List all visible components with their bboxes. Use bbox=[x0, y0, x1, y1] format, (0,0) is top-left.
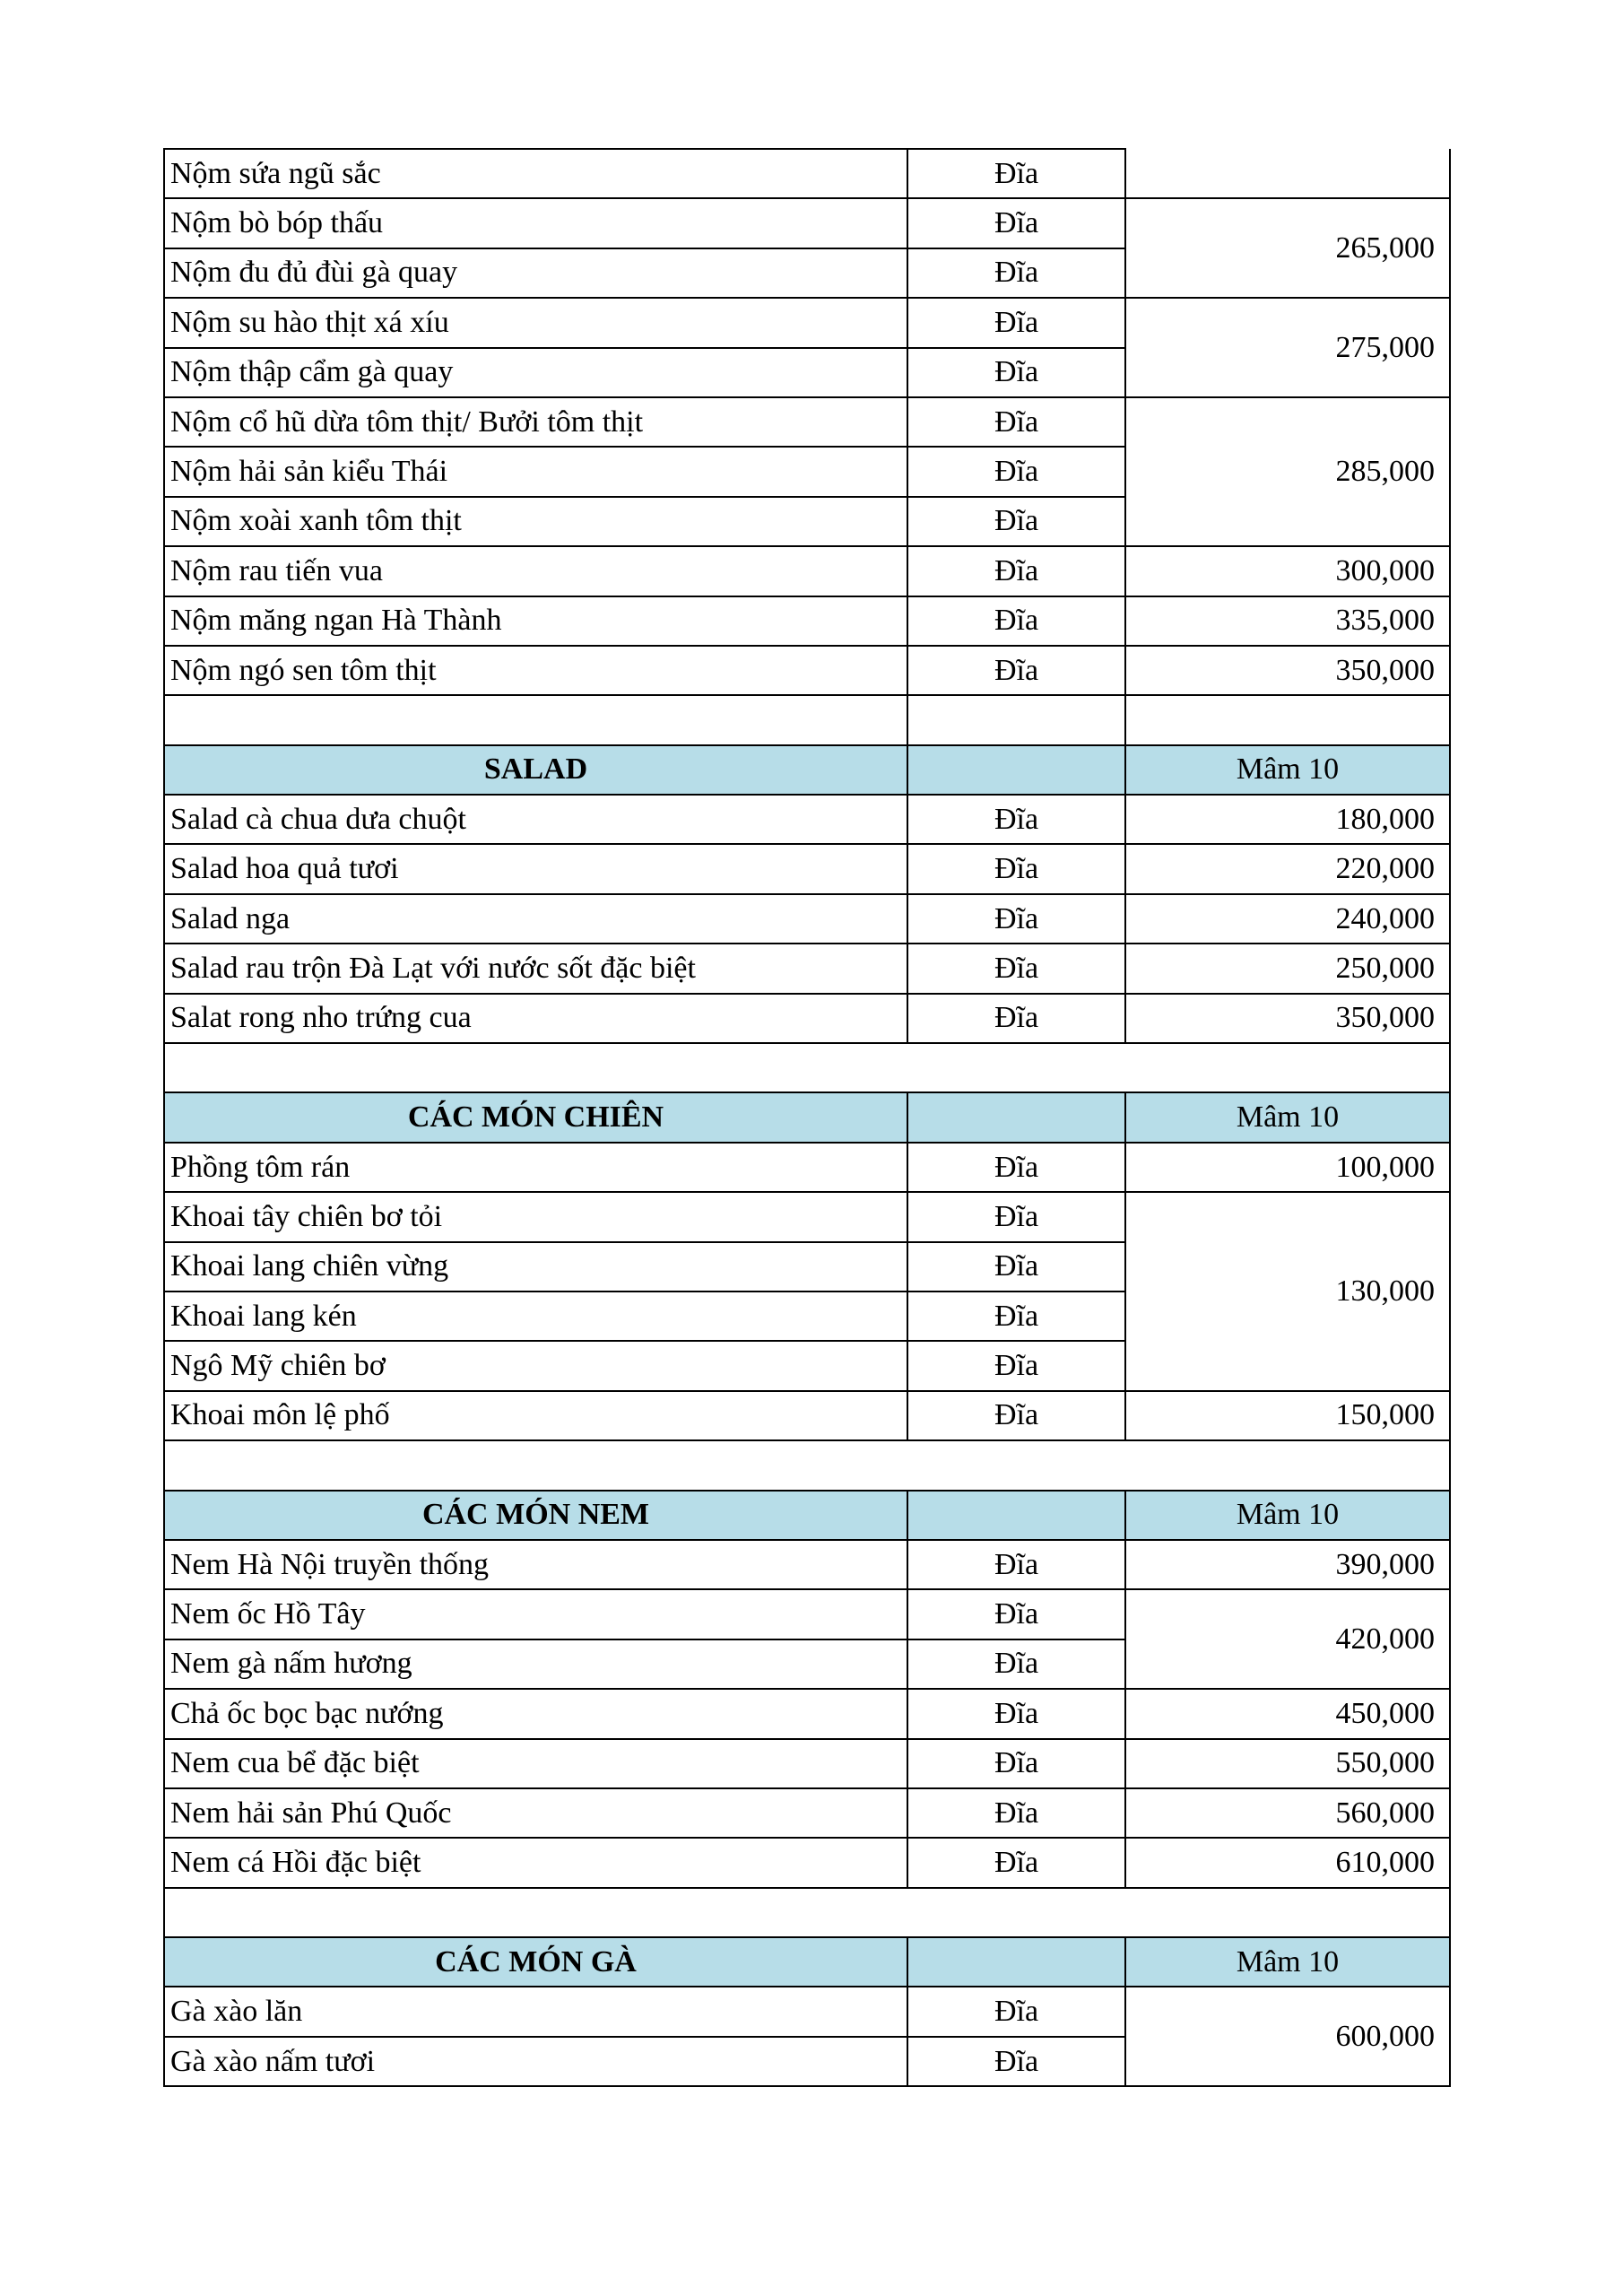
section-title: CÁC MÓN NEM bbox=[164, 1491, 907, 1540]
item-price: 450,000 bbox=[1125, 1689, 1450, 1738]
item-unit: Đĩa bbox=[907, 844, 1125, 893]
section-column-label: Mâm 10 bbox=[1125, 745, 1450, 795]
section-header-ga bbox=[164, 1937, 1450, 1987]
blank-cell bbox=[164, 695, 907, 744]
item-unit: Đĩa bbox=[907, 1689, 1125, 1738]
item-price: 550,000 bbox=[1125, 1739, 1450, 1788]
item-name: Khoai lang chiên vừng bbox=[164, 1242, 907, 1292]
item-name: Chả ốc bọc bạc nướng bbox=[164, 1689, 907, 1738]
item-name: Nem cua bể đặc biệt bbox=[164, 1739, 907, 1788]
item-unit: Đĩa bbox=[907, 1788, 1125, 1838]
blank-cell bbox=[1125, 695, 1450, 744]
header-blank-cell bbox=[907, 1937, 1125, 1987]
table-row bbox=[164, 994, 1450, 1043]
item-name: Salat rong nho trứng cua bbox=[164, 994, 907, 1043]
table-row bbox=[164, 1589, 1450, 1639]
table-row bbox=[164, 844, 1450, 893]
item-price: 560,000 bbox=[1125, 1788, 1450, 1838]
table-row bbox=[164, 1739, 1450, 1788]
section-column-label: Mâm 10 bbox=[1125, 1937, 1450, 1987]
item-name: Khoai lang kén bbox=[164, 1292, 907, 1341]
item-unit: Đĩa bbox=[907, 198, 1125, 248]
item-unit: Đĩa bbox=[907, 1341, 1125, 1390]
table-row bbox=[164, 795, 1450, 844]
section-column-label: Mâm 10 bbox=[1125, 1092, 1450, 1142]
item-unit: Đĩa bbox=[907, 447, 1125, 496]
item-name: Nộm bò bóp thấu bbox=[164, 198, 907, 248]
table-row bbox=[164, 596, 1450, 646]
table-row bbox=[164, 646, 1450, 695]
section-header-chien bbox=[164, 1092, 1450, 1142]
item-price: 420,000 bbox=[1125, 1589, 1450, 1689]
item-name: Ngô Mỹ chiên bơ bbox=[164, 1341, 907, 1390]
table-row bbox=[164, 198, 1450, 248]
item-unit: Đĩa bbox=[907, 546, 1125, 596]
item-unit: Đĩa bbox=[907, 2037, 1125, 2086]
blank-row bbox=[164, 1440, 1450, 1490]
table-row bbox=[164, 1192, 1450, 1241]
item-price: 350,000 bbox=[1125, 646, 1450, 695]
blank-cell bbox=[164, 1888, 1450, 1937]
item-unit: Đĩa bbox=[907, 1242, 1125, 1292]
item-price: 610,000 bbox=[1125, 1838, 1450, 1887]
table-row bbox=[164, 1540, 1450, 1589]
blank-row bbox=[164, 695, 1450, 744]
table-row bbox=[164, 546, 1450, 596]
item-unit: Đĩa bbox=[907, 497, 1125, 546]
table-row bbox=[164, 1788, 1450, 1838]
item-unit: Đĩa bbox=[907, 1739, 1125, 1788]
blank-row bbox=[164, 1888, 1450, 1937]
item-unit: Đĩa bbox=[907, 248, 1125, 298]
item-price: 220,000 bbox=[1125, 844, 1450, 893]
item-unit: Đĩa bbox=[907, 397, 1125, 447]
item-unit: Đĩa bbox=[907, 1292, 1125, 1341]
item-unit: Đĩa bbox=[907, 1540, 1125, 1589]
item-unit: Đĩa bbox=[907, 1987, 1125, 2036]
item-name: Salad hoa quả tươi bbox=[164, 844, 907, 893]
item-price: 265,000 bbox=[1125, 198, 1450, 298]
header-blank-cell bbox=[907, 1092, 1125, 1142]
table-row bbox=[164, 944, 1450, 993]
header-blank-cell bbox=[907, 1491, 1125, 1540]
section-title: CÁC MÓN CHIÊN bbox=[164, 1092, 907, 1142]
blank-cell bbox=[164, 1440, 1450, 1490]
section-header-salad bbox=[164, 745, 1450, 795]
blank-row bbox=[164, 1043, 1450, 1092]
item-name: Nộm đu đủ đùi gà quay bbox=[164, 248, 907, 298]
item-unit: Đĩa bbox=[907, 149, 1125, 198]
item-unit: Đĩa bbox=[907, 646, 1125, 695]
table-row bbox=[164, 298, 1450, 347]
item-unit: Đĩa bbox=[907, 596, 1125, 646]
item-name: Nộm su hào thịt xá xíu bbox=[164, 298, 907, 347]
table-row bbox=[164, 397, 1450, 447]
item-name: Gà xào lăn bbox=[164, 1987, 907, 2036]
item-name: Nem cá Hồi đặc biệt bbox=[164, 1838, 907, 1887]
item-unit: Đĩa bbox=[907, 1838, 1125, 1887]
item-price: 300,000 bbox=[1125, 546, 1450, 596]
table-row bbox=[164, 1689, 1450, 1738]
item-price: 100,000 bbox=[1125, 1143, 1450, 1192]
item-unit: Đĩa bbox=[907, 894, 1125, 944]
item-unit: Đĩa bbox=[907, 1192, 1125, 1241]
item-price: 335,000 bbox=[1125, 596, 1450, 646]
item-unit: Đĩa bbox=[907, 1143, 1125, 1192]
item-unit: Đĩa bbox=[907, 298, 1125, 347]
item-unit: Đĩa bbox=[907, 1639, 1125, 1689]
item-name: Khoai tây chiên bơ tỏi bbox=[164, 1192, 907, 1241]
item-price: 350,000 bbox=[1125, 994, 1450, 1043]
header-blank-cell bbox=[907, 745, 1125, 795]
item-unit: Đĩa bbox=[907, 944, 1125, 993]
item-name: Nộm ngó sen tôm thịt bbox=[164, 646, 907, 695]
item-name: Nộm măng ngan Hà Thành bbox=[164, 596, 907, 646]
item-unit: Đĩa bbox=[907, 348, 1125, 397]
item-unit: Đĩa bbox=[907, 1391, 1125, 1440]
item-price: 600,000 bbox=[1125, 1987, 1450, 2086]
blank-cell bbox=[907, 695, 1125, 744]
section-header-nem bbox=[164, 1491, 1450, 1540]
item-unit: Đĩa bbox=[907, 795, 1125, 844]
item-name: Salad cà chua dưa chuột bbox=[164, 795, 907, 844]
item-price: 390,000 bbox=[1125, 1540, 1450, 1589]
item-name: Nộm rau tiến vua bbox=[164, 546, 907, 596]
table-row bbox=[164, 149, 1450, 198]
section-column-label: Mâm 10 bbox=[1125, 1491, 1450, 1540]
table-row bbox=[164, 894, 1450, 944]
section-title: SALAD bbox=[164, 745, 907, 795]
item-name: Nem ốc Hồ Tây bbox=[164, 1589, 907, 1639]
item-name: Nộm sứa ngũ sắc bbox=[164, 149, 907, 198]
table-row bbox=[164, 1391, 1450, 1440]
blank-cell bbox=[164, 1043, 1450, 1092]
item-name: Nộm cổ hũ dừa tôm thịt/ Bưởi tôm thịt bbox=[164, 397, 907, 447]
item-unit: Đĩa bbox=[907, 994, 1125, 1043]
item-name: Gà xào nấm tươi bbox=[164, 2037, 907, 2086]
item-name: Nem gà nấm hương bbox=[164, 1639, 907, 1689]
item-price: 150,000 bbox=[1125, 1391, 1450, 1440]
item-price: 130,000 bbox=[1125, 1192, 1450, 1391]
item-name: Salad rau trộn Đà Lạt với nước sốt đặc biệt bbox=[164, 944, 907, 993]
item-name: Nem hải sản Phú Quốc bbox=[164, 1788, 907, 1838]
item-name: Nem Hà Nội truyền thống bbox=[164, 1540, 907, 1589]
item-name: Nộm thập cẩm gà quay bbox=[164, 348, 907, 397]
table-row bbox=[164, 1143, 1450, 1192]
item-name: Nộm xoài xanh tôm thịt bbox=[164, 497, 907, 546]
item-price bbox=[1125, 149, 1450, 198]
item-price: 275,000 bbox=[1125, 298, 1450, 397]
item-price: 285,000 bbox=[1125, 397, 1450, 546]
section-title: CÁC MÓN GÀ bbox=[164, 1937, 907, 1987]
item-price: 250,000 bbox=[1125, 944, 1450, 993]
item-price: 180,000 bbox=[1125, 795, 1450, 844]
item-name: Phồng tôm rán bbox=[164, 1143, 907, 1192]
table-row bbox=[164, 1838, 1450, 1887]
table-row bbox=[164, 1987, 1450, 2036]
item-unit: Đĩa bbox=[907, 1589, 1125, 1639]
item-name: Salad nga bbox=[164, 894, 907, 944]
item-name: Nộm hải sản kiểu Thái bbox=[164, 447, 907, 496]
item-price: 240,000 bbox=[1125, 894, 1450, 944]
item-name: Khoai môn lệ phố bbox=[164, 1391, 907, 1440]
menu-table bbox=[163, 148, 1451, 2087]
